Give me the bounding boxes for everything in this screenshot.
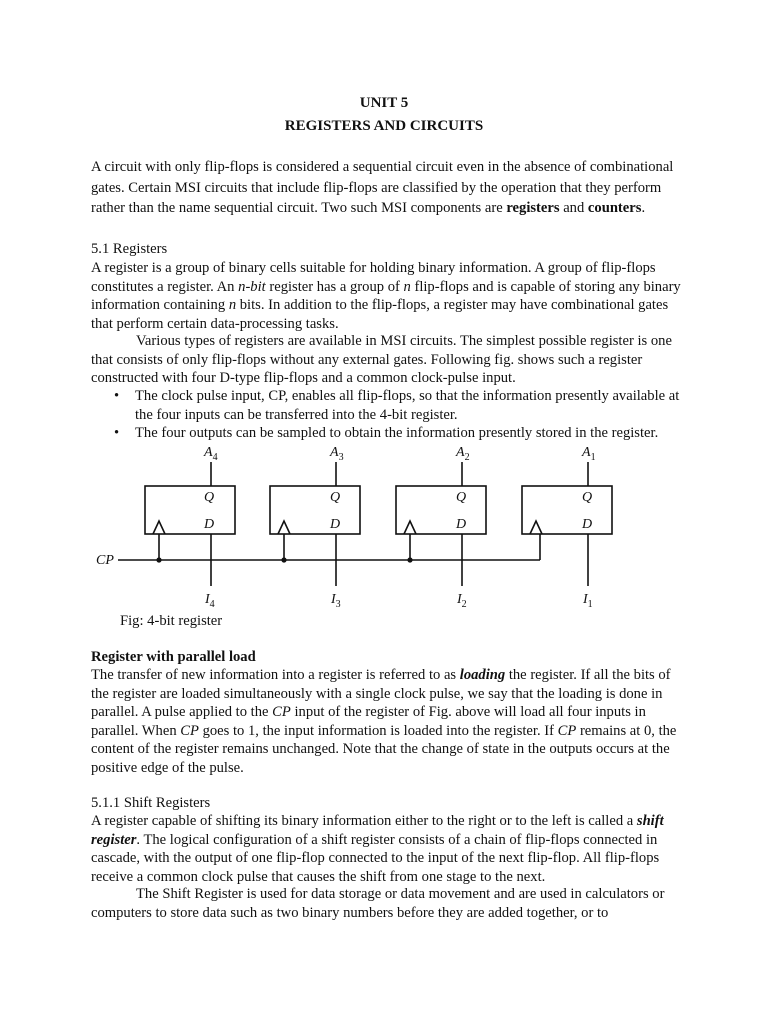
junction-dot bbox=[156, 557, 161, 562]
d-label: D bbox=[204, 517, 215, 532]
output-label-a2: $A_2$ bbox=[456, 445, 470, 463]
flip-flop-2 bbox=[396, 486, 486, 534]
clock-triangle-icon bbox=[153, 521, 165, 534]
output-label-a4: $A_4$ bbox=[204, 445, 218, 463]
clock-triangle-icon bbox=[278, 521, 290, 534]
output-label-a3: $A_3$ bbox=[330, 445, 344, 463]
clock-triangle-icon bbox=[404, 521, 416, 534]
section-heading-parallel-load: Register with parallel load bbox=[91, 649, 256, 665]
list-item: • The clock pulse input, CP, enables all flip-flops, so that the information presently available at the four inputs can be transferred into the 4-bit register. bbox=[114, 388, 680, 423]
d-label: D bbox=[582, 517, 593, 532]
shift-register-paragraph-1: A register capable of shifting its binary information either to the right or to the left is called a shift register. The logical configuration of a shift register consists of a chain of flip-flops connected in cascade, with the output of one flip-flop connected to the input of the next flip-flop. All flip-flops receive a common clock pulse that causes the shift from one stage to the next. bbox=[91, 813, 664, 885]
section-heading-registers: 5.1 Registers bbox=[91, 241, 168, 257]
list-item: • The four outputs can be sampled to obtain the information presently stored in the register. bbox=[114, 425, 659, 442]
registers-paragraph-2: Various types of registers are available in MSI circuits. The simplest possible register is one that consists of only flip-flops without any external gates. Following fig. shows such a register constructed with four D-type flip-flops and a common clock-pulse input. bbox=[91, 333, 672, 387]
output-label-a1: $A_1$ bbox=[582, 445, 596, 463]
input-label-i3: $I_3$ bbox=[331, 592, 341, 610]
registers-paragraph-1: A register is a group of binary cells suitable for holding binary information. A group of flip-flops constitutes a register. An n-bit register has a group of n flip-flops and is capable of storing any binary information containing n bits. In addition to the flip-flops, a register may have combinational gates that perform certain data-processing tasks. bbox=[91, 260, 681, 332]
d-label: D bbox=[456, 517, 467, 532]
q-label: Q bbox=[582, 490, 593, 505]
flip-flop-1 bbox=[522, 486, 612, 534]
flip-flop-3 bbox=[270, 486, 360, 534]
flip-flop-4 bbox=[145, 486, 235, 534]
input-label-i4: $I_4$ bbox=[205, 592, 215, 610]
clock-pulse-label: CP bbox=[96, 553, 114, 568]
junction-dot bbox=[281, 557, 286, 562]
d-label: D bbox=[330, 517, 341, 532]
register-diagram bbox=[0, 440, 768, 615]
bullet-icon: • bbox=[114, 388, 120, 404]
q-label: Q bbox=[330, 490, 341, 505]
shift-register-paragraph-2: The Shift Register is used for data storage or data movement and are used in calculators or computers to store data such as two binary numbers before they are added together, or to bbox=[91, 886, 665, 921]
intro-paragraph: A circuit with only flip-flops is considered a sequential circuit even in the absence of combinational gates. Certain MSI circuits that include flip-flops are classified by the operation that they perform rather than the name sequential circuit. Two such MSI components are registers and counters. bbox=[91, 159, 674, 216]
parallel-load-paragraph: The transfer of new information into a register is referred to as loading the register. If all the bits of the register are loaded simultaneously with a single clock pulse, we say that the loading is done in parallel. A pulse applied to the CP input of the register of Fig. above will load all four inputs in parallel. When CP goes to 1, the input information is loaded into the register. If CP remains at 0, the content of the register remains unchanged. Note that the change of state in the outputs occurs at the positive edge of the pulse. bbox=[91, 667, 677, 776]
bullet-list bbox=[91, 387, 691, 443]
input-label-i2: $I_2$ bbox=[457, 592, 467, 610]
figure-caption: Fig: 4-bit register bbox=[120, 613, 223, 629]
unit-number: UNIT 5 bbox=[359, 95, 409, 111]
page-title: REGISTERS AND CIRCUITS bbox=[284, 118, 484, 134]
section-heading-shift-registers: 5.1.1 Shift Registers bbox=[91, 795, 211, 811]
q-label: Q bbox=[456, 490, 467, 505]
clock-triangle-icon bbox=[530, 521, 542, 534]
input-label-i1: $I_1$ bbox=[583, 592, 593, 610]
junction-dot bbox=[407, 557, 412, 562]
q-label: Q bbox=[204, 490, 215, 505]
bullet-icon: • bbox=[114, 425, 120, 442]
